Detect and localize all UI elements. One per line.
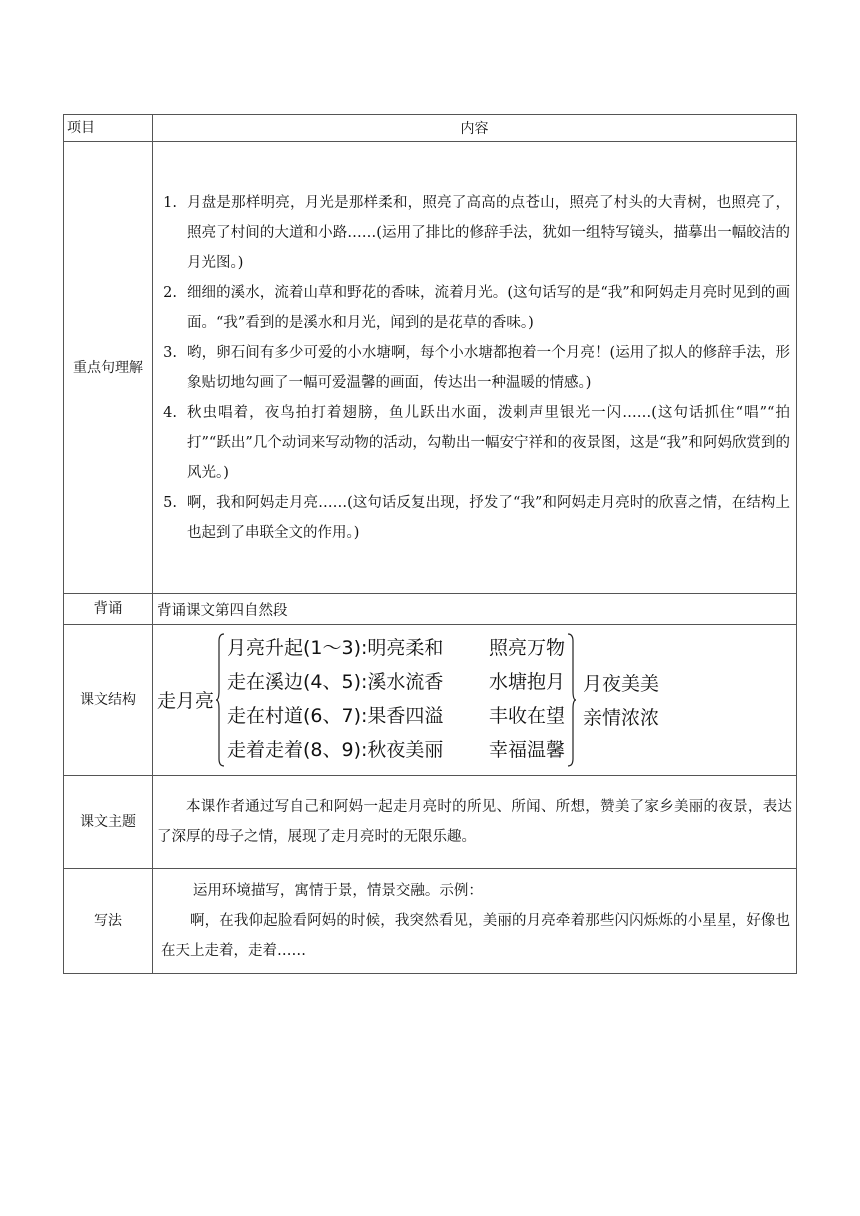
sentence-item <box>153 278 790 338</box>
sentences-row <box>64 142 797 594</box>
sentence-item <box>153 188 790 278</box>
structure-summary <box>583 667 659 735</box>
sentence-text: 哟，卵石间有多少可爱的小水塘啊，每个小水塘都抱着一个月亮！(运用了拟人的修辞手法，形象贴切地勾画了一幅可爱温馨的画面，传达出一种温暖的情感。) <box>187 344 790 391</box>
recite-label: 背诵 <box>64 594 153 625</box>
right-brace-icon <box>567 633 577 767</box>
sentence-number: 4. <box>163 404 177 421</box>
sentences-content <box>153 142 797 594</box>
sentence-text: 细细的溪水，流着山草和野花的香味，流着月光。(这句话写的是“我”和阿妈走月亮时见到的画面。“我”看到的是溪水和月光，闻到的是花草的香味。) <box>187 284 790 331</box>
writing-row <box>64 869 797 974</box>
theme-row <box>64 776 797 869</box>
structure-phrase: 水塘抱月 <box>489 671 566 693</box>
structure-row-item <box>227 665 565 699</box>
writing-content <box>153 869 797 974</box>
header-content: 内容 <box>153 115 797 142</box>
structure-root: 走月亮 <box>157 690 215 712</box>
writing-example: 啊，在我仰起脸看阿妈的时候，我突然看见，美丽的月亮牵着那些闪闪烁烁的小星星，好像也在天上走着，走着…… <box>161 913 790 959</box>
structure-rows <box>227 631 565 767</box>
lesson-table <box>63 114 797 974</box>
theme-label: 课文主题 <box>64 776 153 869</box>
sentence-number: 1. <box>163 194 177 211</box>
sentence-text: 秋虫唱着，夜鸟拍打着翅膀，鱼儿跃出水面，泼剌声里银光一闪……(这句话抓住“唱”“拍打”“跃出”几个动词来写动物的活动，勾勒出一幅安宁祥和的夜景图，这是“我”和阿妈欣赏到的风光。) <box>187 404 790 481</box>
structure-diagram <box>153 625 796 775</box>
summary-line: 亲情浓浓 <box>583 707 660 729</box>
recite-row <box>64 594 797 625</box>
sentence-number: 3. <box>163 344 177 361</box>
summary-line: 月夜美美 <box>583 673 660 695</box>
theme-content <box>153 776 797 869</box>
sentences-label: 重点句理解 <box>64 142 153 594</box>
structure-part: 走着走着(8、9):秋夜美丽 <box>227 739 444 761</box>
sentence-number: 2. <box>163 284 177 301</box>
structure-label: 课文结构 <box>64 625 153 776</box>
sentence-number: 5. <box>163 494 177 511</box>
structure-phrase: 幸福温馨 <box>489 739 566 761</box>
sentence-item <box>153 398 790 488</box>
writing-method: 运用环境描写，寓情于景，情景交融。示例： <box>192 883 483 899</box>
header-item: 项目 <box>64 115 153 142</box>
theme-text: 本课作者通过写自己和阿妈一起走月亮时的所见、所闻、所想，赞美了家乡美丽的夜景，表达了深厚的母子之情，展现了走月亮时的无限乐趣。 <box>157 799 792 845</box>
writing-label: 写法 <box>64 869 153 974</box>
structure-row <box>64 625 797 776</box>
left-brace-icon <box>215 633 225 767</box>
structure-phrase: 丰收在望 <box>489 705 566 727</box>
structure-content <box>153 625 797 776</box>
recite-value: 背诵课文第四自然段 <box>153 594 797 625</box>
sentence-list <box>153 182 796 554</box>
header-row <box>64 115 797 142</box>
structure-part: 走在村道(6、7):果香四溢 <box>227 705 444 727</box>
structure-row-item <box>227 733 565 767</box>
structure-part: 月亮升起(1～3):明亮柔和 <box>227 637 444 659</box>
sentence-text: 月盘是那样明亮，月光是那样柔和，照亮了高高的点苍山，照亮了村头的大青树，也照亮了，照亮了村间的大道和小路……(运用了排比的修辞手法，犹如一组特写镜头，描摹出一幅皎洁的月光图。) <box>187 194 790 271</box>
structure-phrase: 照亮万物 <box>489 637 566 659</box>
structure-row-item <box>227 631 565 665</box>
structure-row-item <box>227 699 565 733</box>
sentence-item <box>153 338 790 398</box>
sentence-text: 啊，我和阿妈走月亮……(这句话反复出现，抒发了“我”和阿妈走月亮时的欣喜之情，在结构上也起到了串联全文的作用。) <box>187 494 790 541</box>
sentence-item <box>153 488 790 548</box>
structure-part: 走在溪边(4、5):溪水流香 <box>227 671 444 693</box>
